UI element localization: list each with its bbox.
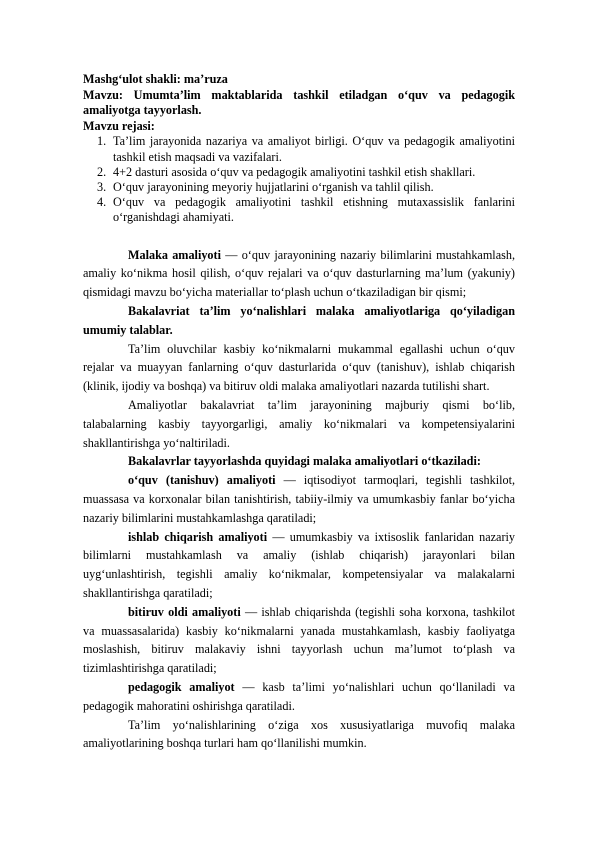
term-bold: o‘quv (tanishuv) amaliyoti xyxy=(128,473,276,488)
plan-item-number: 4. xyxy=(97,195,107,210)
paragraph-heading xyxy=(83,302,515,340)
paragraph-definition xyxy=(83,246,515,302)
plan-item-number: 3. xyxy=(97,179,107,194)
plan-item-text: O‘quv jarayonining meyoriy hujjatlarini o‘rganish va tahlil qilish. xyxy=(113,179,434,194)
paragraph-text: — kasb ta’limi yo‘nalishlari uchun qo‘llaniladi va pedagogik mahoratini oshirishga qaratiladi. xyxy=(83,679,515,713)
term-bold: pedagogik amaliyot xyxy=(128,679,235,694)
plan-item xyxy=(83,195,515,225)
plan-list xyxy=(83,134,515,225)
plan-item-text: 4+2 dasturi asosida o‘quv va pedagogik amaliyotini tashkil etish shakllari. xyxy=(113,164,476,179)
paragraph: Ta’lim yo‘nalishlarining o‘ziga xos xususiyatlariga muvofiq malaka amaliyotlarining boshqa turlari ham qo‘llanilishi mumkin. xyxy=(83,717,515,751)
plan-item xyxy=(83,165,515,180)
plan-item-text: O‘quv va pedagogik amaliyotini tashkil etishning mutaxassislik fanlarini o‘rganishdagi ahamiyati. xyxy=(113,195,515,225)
paragraph-practice-type xyxy=(83,471,515,527)
term-bold: Malaka amaliyoti xyxy=(128,247,221,262)
plan-heading: Mavzu rejasi: xyxy=(83,118,155,133)
plan-item-number: 1. xyxy=(97,134,107,149)
paragraph-text: — umumkasbiy va ixtisoslik fanlaridan nazariy bilimlarni mustahkamlash va amaliy (ishlab chiqarish) jarayonlari bilan uyg‘unlashtirish, tegishli amaliy ko‘nikmalar, kompetensiyalar va malakalarni shakllantirishga qaratiladi; xyxy=(83,529,516,600)
paragraph-practice-type xyxy=(83,678,515,716)
term-bold: ishlab chiqarish amaliyoti xyxy=(128,529,268,544)
plan-item xyxy=(83,180,515,195)
paragraph: Amaliyotlar bakalavriat ta’lim jarayonining majburiy qismi bo‘lib, talabalarning kasbiy tayyorgarligi, amaliy ko‘nikmalari va kompetensiyalarini shakllantirishga yo‘naltiriladi. xyxy=(83,397,515,450)
paragraph-text: — o‘quv jarayonining nazariy bilimlarini mustahkamlash, amaliy ko‘nikma hosil qilish, o‘quv rejalari va o‘quv dasturlarning ma’lum (yakuniy) qismidagi mavzu bo‘yicha materiallar to‘plash uchun o‘tkaziladigan bir qismi; xyxy=(83,247,515,300)
term-bold: bitiruv oldi amaliyoti xyxy=(128,604,241,619)
section-heading: Bakalavriat ta’lim yo‘nalishlari malaka amaliyotlariga qo‘yiladigan umumiy talablar. xyxy=(83,303,515,337)
document-page xyxy=(83,72,515,753)
plan-item-number: 2. xyxy=(97,164,107,179)
paragraph-text: — iqtisodiyot tarmoqlari, tegishli tashkilot, muassasa va korxonalar bilan tanishtirish, tabiiy-ilmiy va umumkasbiy fanlar bo‘yicha nazariy bilimlarini mustahkamlashga qaratiladi; xyxy=(83,473,516,525)
paragraph-heading xyxy=(83,452,515,471)
paragraph-text: — ishlab chiqarishda (tegishli soha korxona, tashkilot va muassasalarida) kasbiy ko‘nikmalarni yanada mustahkamlash, kasbiy faoliyatga moslashish, bitiruv malakaviy ishni tayyorlash uchun ma’lumot to‘plash va tizimlashtirishga qaratiladi; xyxy=(83,604,515,676)
topic-line: Mavzu: Umumta’lim maktablarida tashkil etiladgan o‘quv va pedagogik amaliyotga tayyorlash. xyxy=(83,87,515,118)
paragraph-practice-type xyxy=(83,603,515,678)
plan-item-text: Ta’lim jarayonida nazariya va amaliyot birligi. O‘quv va pedagogik amaliyotini tashkil etish maqsadi va vazifalari. xyxy=(113,134,515,164)
body-text xyxy=(83,246,515,754)
plan-item xyxy=(83,134,515,164)
lesson-form-line: Mashg‘ulot shakli: ma’ruza xyxy=(83,72,228,86)
paragraph: Ta’lim oluvchilar kasbiy ko‘nikmalarni mukammal egallashi uchun o‘quv rejalar va muayyan fanlarning o‘quv dasturlarida o‘quv (tanishuv), ishlab chiqarish (klinik, ijodiy va boshqa) va bitiruv oldi malaka amaliyotlari nazarda tutilishi shart. xyxy=(83,341,515,394)
paragraph-practice-type xyxy=(83,528,515,603)
section-heading: Bakalavrlar tayyorlashda quyidagi malaka amaliyotlari o‘tkaziladi: xyxy=(128,454,481,469)
